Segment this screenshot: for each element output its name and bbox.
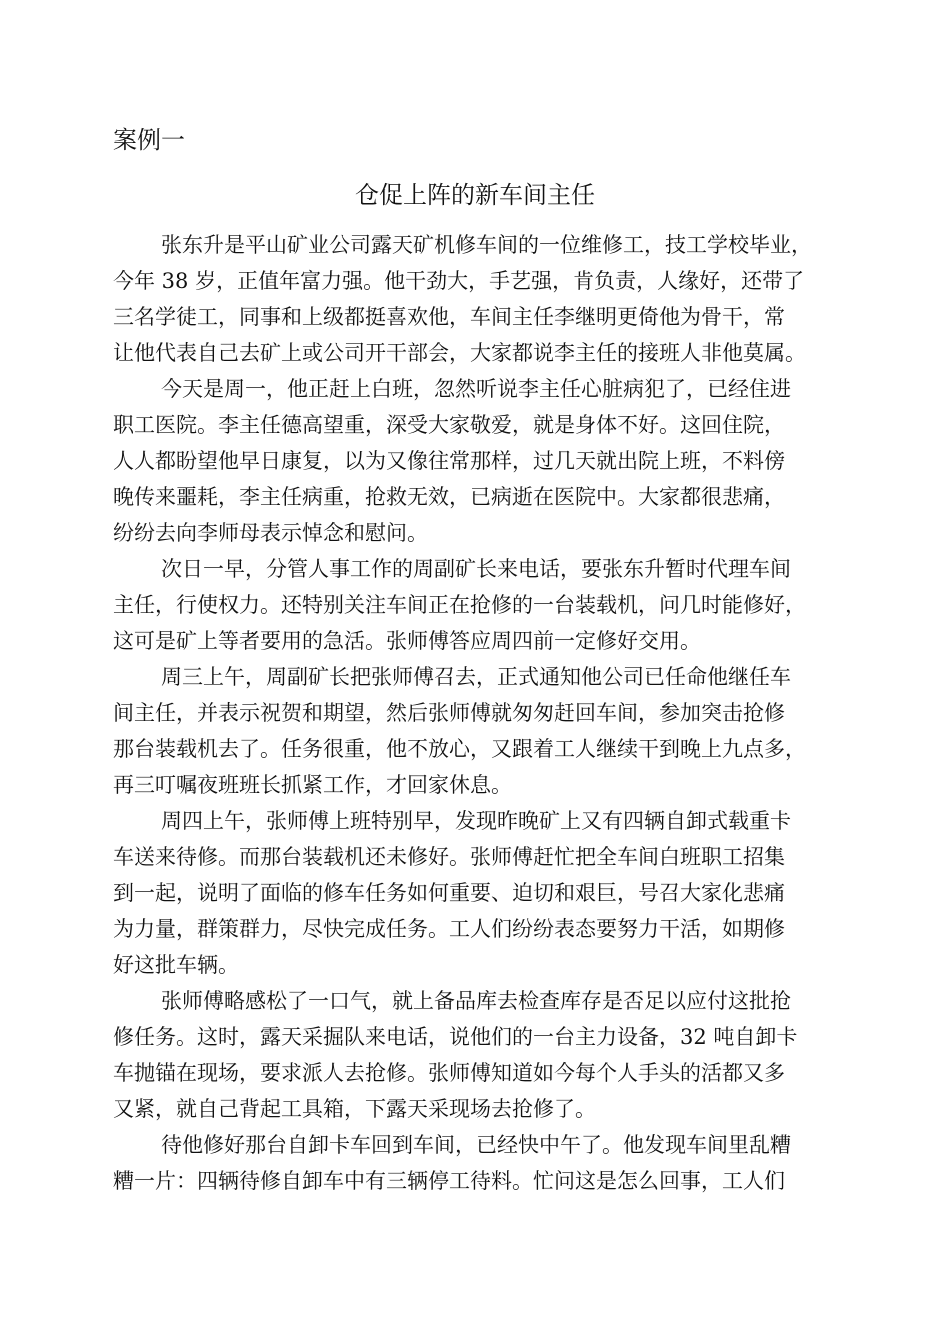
text-line: 好这批车辆。 bbox=[113, 953, 239, 977]
text-line: 糟一片：四辆待修自卸车中有三辆停工待料。忙问这是怎么回事，工人们 bbox=[113, 1169, 785, 1193]
text-line: 晚传来噩耗，李主任病重，抢救无效，已病逝在医院中。大家都很悲痛， bbox=[113, 485, 785, 509]
document-body bbox=[113, 227, 840, 1199]
text-line: 那台装载机去了。任务很重，他不放心，又跟着工人继续干到晚上九点多， bbox=[113, 737, 806, 761]
text-line: 人人都盼望他早日康复，以为又像往常那样，过几天就出院上班，不料傍 bbox=[113, 449, 785, 473]
text-line: 周三上午，周副矿长把张师傅召去，正式通知他公司已任命他继任车 bbox=[161, 665, 791, 689]
paragraph-5 bbox=[113, 803, 840, 983]
text-line: 次日一早，分管人事工作的周副矿长来电话，要张东升暂时代理车间 bbox=[161, 557, 791, 581]
text-line: 再三叮嘱夜班班长抓紧工作，才回家休息。 bbox=[113, 773, 512, 797]
text-line: 又紧，就自己背起工具箱，下露天采现场去抢修了。 bbox=[113, 1097, 596, 1121]
text-line: 张师傅略感松了一口气，就上备品库去检查库存是否足以应付这批抢 bbox=[161, 989, 791, 1013]
text-line: 为力量，群策群力，尽快完成任务。工人们纷纷表态要努力干活，如期修 bbox=[113, 917, 785, 941]
document-title: 仓促上阵的新车间主任 bbox=[355, 181, 595, 209]
text-line: 今天是周一，他正赶上白班，忽然听说李主任心脏病犯了，已经住进 bbox=[161, 377, 791, 401]
text-line: 车抛锚在现场，要求派人去抢修。张师傅知道如今每个人手头的活都又多 bbox=[113, 1061, 785, 1085]
paragraph-7 bbox=[113, 1127, 840, 1199]
text-line: 周四上午，张师傅上班特别早，发现昨晚矿上又有四辆自卸式载重卡 bbox=[161, 809, 791, 833]
text-line: 张东升是平山矿业公司露天矿机修车间的一位维修工，技工学校毕业， bbox=[161, 233, 812, 257]
paragraph-3 bbox=[113, 551, 840, 659]
text-line: 让他代表自己去矿上或公司开干部会，大家都说李主任的接班人非他莫属。 bbox=[113, 341, 806, 365]
paragraph-4 bbox=[113, 659, 840, 803]
text-line: 职工医院。李主任德高望重，深受大家敬爱，就是身体不好。这回住院， bbox=[113, 413, 785, 437]
text-line: 到一起，说明了面临的修车任务如何重要、迫切和艰巨，号召大家化悲痛 bbox=[113, 881, 785, 905]
paragraph-2 bbox=[113, 371, 840, 551]
text-line: 今年 38 岁，正值年富力强。他干劲大，手艺强，肯负责，人缘好，还带了 bbox=[113, 269, 805, 293]
paragraph-1 bbox=[113, 227, 840, 371]
text-line: 主任，行使权力。还特别关注车间正在抢修的一台装载机，问几时能修好， bbox=[113, 593, 806, 617]
text-line: 修任务。这时，露天采掘队来电话，说他们的一台主力设备，32 吨自卸卡 bbox=[113, 1025, 798, 1049]
text-line: 三名学徒工，同事和上级都挺喜欢他，车间主任李继明更倚他为骨干，常 bbox=[113, 305, 785, 329]
text-line: 间主任，并表示祝贺和期望，然后张师傅就匆匆赶回车间，参加突击抢修 bbox=[113, 701, 785, 725]
text-line: 纷纷去向李师母表示悼念和慰问。 bbox=[113, 521, 428, 545]
case-label: 案例一 bbox=[113, 126, 185, 154]
paragraph-6 bbox=[113, 983, 840, 1127]
text-line: 这可是矿上等者要用的急活。张师傅答应周四前一定修好交用。 bbox=[113, 629, 701, 653]
text-line: 车送来待修。而那台装载机还未修好。张师傅赶忙把全车间白班职工招集 bbox=[113, 845, 785, 869]
text-line: 待他修好那台自卸卡车回到车间，已经快中午了。他发现车间里乱糟 bbox=[161, 1133, 791, 1157]
